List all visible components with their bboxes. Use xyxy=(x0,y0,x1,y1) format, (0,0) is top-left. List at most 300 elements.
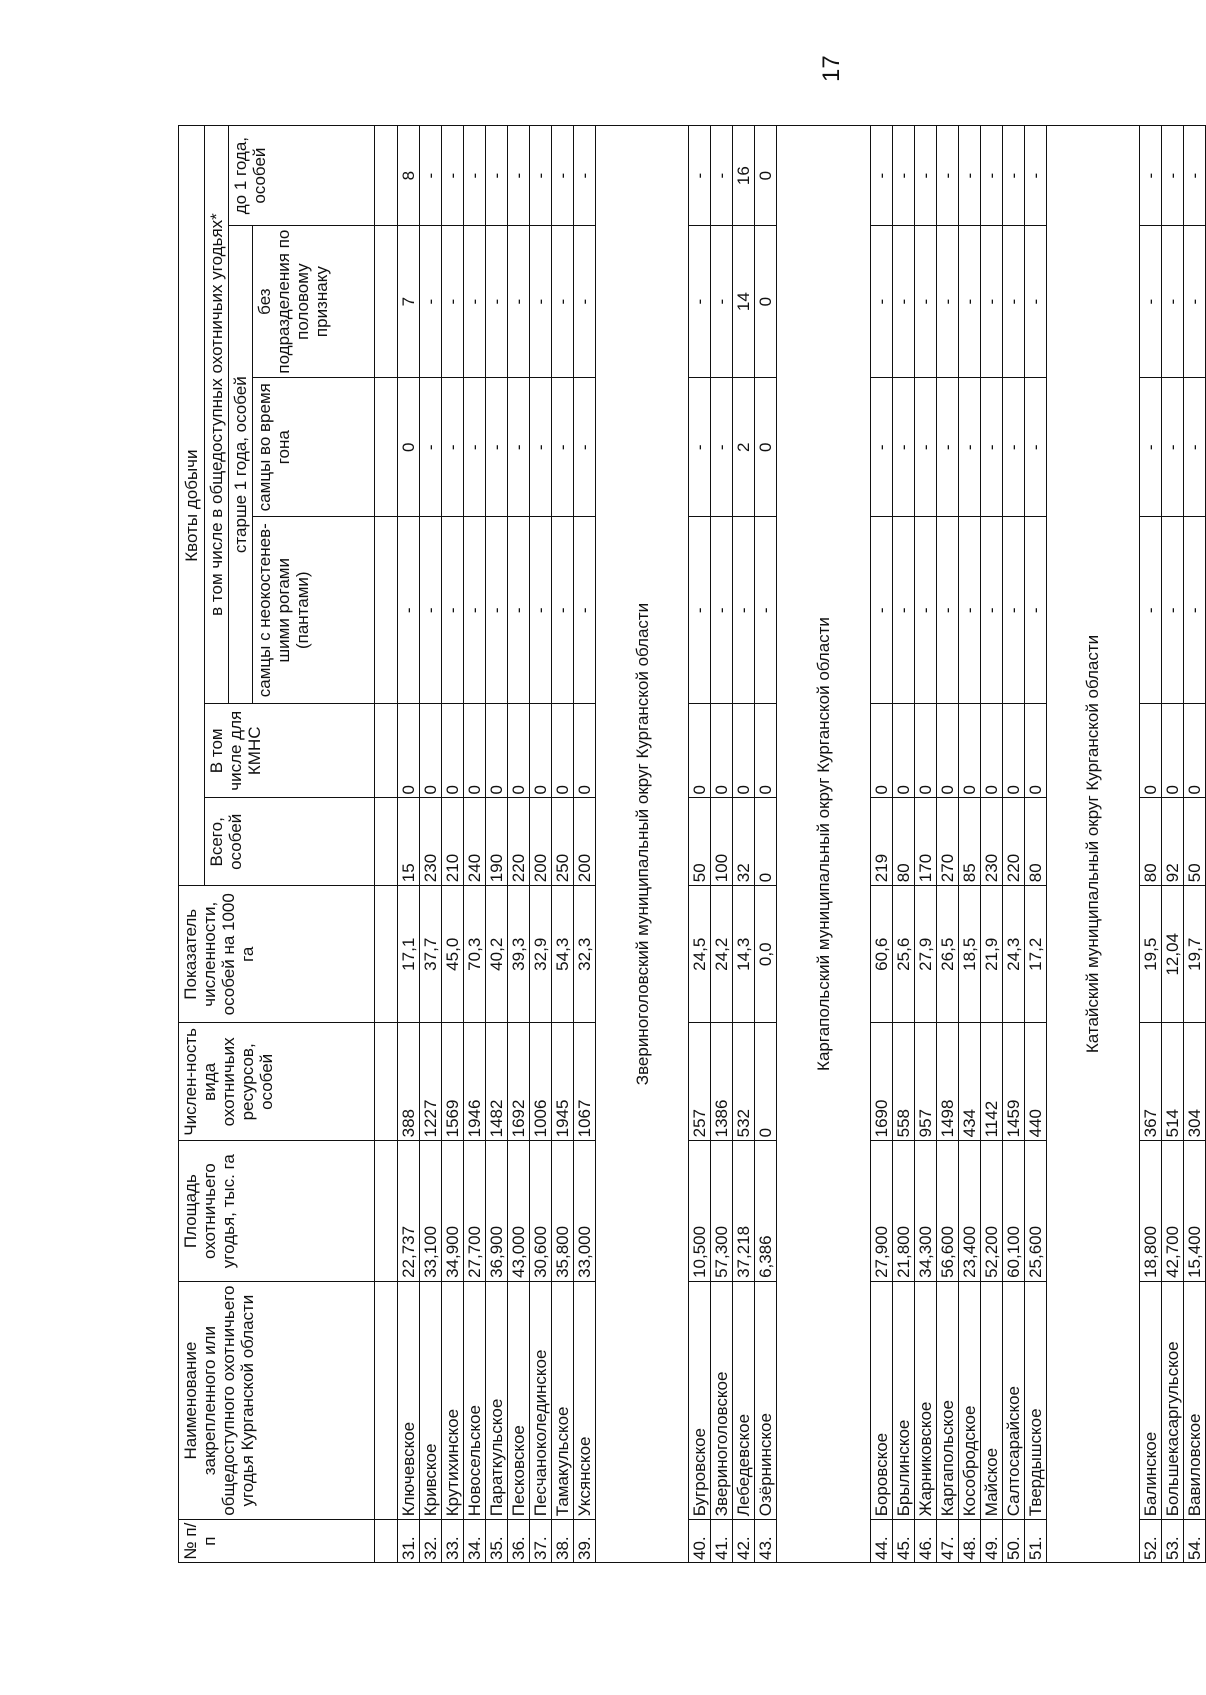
cell-kmns: 0 xyxy=(508,704,530,798)
cell-no-sex: - xyxy=(1024,226,1046,378)
cell-area: 52,200 xyxy=(980,1141,1002,1282)
cell-density: 0,0 xyxy=(755,886,777,1023)
cell-population: 1692 xyxy=(508,1023,530,1141)
table-header xyxy=(179,126,375,1563)
cell-under1: - xyxy=(936,126,958,226)
cell-num: 32. xyxy=(420,1520,442,1563)
cell-no-sex: - xyxy=(420,226,442,378)
cell-under1: 0 xyxy=(755,126,777,226)
page-number: 17 xyxy=(818,55,845,82)
cell-population: 1569 xyxy=(442,1023,464,1141)
cell-kmns: 0 xyxy=(711,704,733,798)
cell-area: 21,800 xyxy=(892,1141,914,1282)
cell-kmns: 0 xyxy=(464,704,486,798)
cell-num: 40. xyxy=(689,1520,711,1563)
cell-males-antlers: - xyxy=(1140,517,1162,704)
cell-density: 14,3 xyxy=(733,886,755,1023)
cell-total: 270 xyxy=(936,798,958,886)
cell-under1: - xyxy=(1024,126,1046,226)
cell-total: 200 xyxy=(574,798,596,886)
table-row xyxy=(1024,126,1046,1563)
cell-population: 1482 xyxy=(486,1023,508,1141)
cell-population: 304 xyxy=(1184,1023,1206,1141)
cell-name: Боровское xyxy=(870,1281,892,1519)
cell-num: 43. xyxy=(755,1520,777,1563)
cell-males-antlers: - xyxy=(420,517,442,704)
cell-kmns: 0 xyxy=(1184,704,1206,798)
cell-no-sex: - xyxy=(711,226,733,378)
table-row xyxy=(552,126,574,1563)
cell-num: 37. xyxy=(530,1520,552,1563)
cell-total: 230 xyxy=(420,798,442,886)
cell-population: 1067 xyxy=(574,1023,596,1141)
header-kmns: В том числе для КМНС xyxy=(205,704,375,798)
cell-density: 32,3 xyxy=(574,886,596,1023)
cell-kmns: 0 xyxy=(689,704,711,798)
cell-num: 36. xyxy=(508,1520,530,1563)
table-row xyxy=(486,126,508,1563)
cell-population: 434 xyxy=(958,1023,980,1141)
table-row xyxy=(1184,126,1206,1563)
cell-name: Кособродское xyxy=(958,1281,980,1519)
cell-density: 25,6 xyxy=(892,886,914,1023)
cell-density: 40,2 xyxy=(486,886,508,1023)
cell-name: Салтосарайское xyxy=(1002,1281,1024,1519)
cell-density: 39,3 xyxy=(508,886,530,1023)
quota-table xyxy=(178,125,1206,1563)
cell-num: 52. xyxy=(1140,1520,1162,1563)
cell-males-antlers: - xyxy=(689,517,711,704)
table-row xyxy=(420,126,442,1563)
cell-density: 21,9 xyxy=(980,886,1002,1023)
cell-area: 23,400 xyxy=(958,1141,980,1282)
district-row xyxy=(777,126,870,1563)
cell-total: 80 xyxy=(892,798,914,886)
cell-kmns: 0 xyxy=(892,704,914,798)
cell-population: 0 xyxy=(755,1023,777,1141)
cell-males-antlers: - xyxy=(1002,517,1024,704)
cell-num: 41. xyxy=(711,1520,733,1563)
table-body xyxy=(375,126,1206,1563)
cell-total: 220 xyxy=(508,798,530,886)
cell-males-antlers: - xyxy=(711,517,733,704)
cell-no-sex: - xyxy=(464,226,486,378)
cell-no-sex: 7 xyxy=(398,226,420,378)
cell-area: 18,800 xyxy=(1140,1141,1162,1282)
cell-kmns: 0 xyxy=(980,704,1002,798)
cell-area: 36,900 xyxy=(486,1141,508,1282)
cell-name: Балинское xyxy=(1140,1281,1162,1519)
cell-population: 532 xyxy=(733,1023,755,1141)
cell-no-sex: - xyxy=(980,226,1002,378)
cell-area: 34,300 xyxy=(914,1141,936,1282)
cell-no-sex: - xyxy=(508,226,530,378)
cell-under1: - xyxy=(1162,126,1184,226)
cell-population: 1006 xyxy=(530,1023,552,1141)
cell-under1: - xyxy=(689,126,711,226)
table-row xyxy=(892,126,914,1563)
header-density: Показатель численности, особей на 1000 га xyxy=(179,886,375,1023)
cell-area: 10,500 xyxy=(689,1141,711,1282)
cell-total: 100 xyxy=(711,798,733,886)
cell-males-rut: - xyxy=(914,378,936,517)
cell-num: 38. xyxy=(552,1520,574,1563)
cell-population: 1459 xyxy=(1002,1023,1024,1141)
table-row xyxy=(398,126,420,1563)
header-spacer-row xyxy=(375,126,398,1563)
district-row xyxy=(596,126,689,1563)
cell-kmns: 0 xyxy=(958,704,980,798)
cell-males-antlers: - xyxy=(464,517,486,704)
cell-area: 37,218 xyxy=(733,1141,755,1282)
header-area: Площадь охотничьего угодья, тыс. га xyxy=(179,1141,375,1282)
cell-males-rut: - xyxy=(892,378,914,517)
cell-no-sex: - xyxy=(870,226,892,378)
cell-total: 50 xyxy=(689,798,711,886)
cell-area: 33,000 xyxy=(574,1141,596,1282)
cell-under1: - xyxy=(442,126,464,226)
cell-total: 250 xyxy=(552,798,574,886)
cell-no-sex: - xyxy=(442,226,464,378)
cell-name: Майское xyxy=(980,1281,1002,1519)
cell-total: 210 xyxy=(442,798,464,886)
cell-name: Брылинское xyxy=(892,1281,914,1519)
header-total: Всего, особей xyxy=(205,798,375,886)
cell-no-sex: - xyxy=(689,226,711,378)
cell-population: 514 xyxy=(1162,1023,1184,1141)
cell-num: 50. xyxy=(1002,1520,1024,1563)
cell-kmns: 0 xyxy=(1002,704,1024,798)
cell-under1: - xyxy=(958,126,980,226)
cell-males-rut: - xyxy=(958,378,980,517)
cell-males-antlers: - xyxy=(870,517,892,704)
cell-population: 1227 xyxy=(420,1023,442,1141)
cell-no-sex: 0 xyxy=(755,226,777,378)
header-quota-group: Квоты добычи xyxy=(179,126,205,886)
cell-males-rut: - xyxy=(711,378,733,517)
cell-no-sex: - xyxy=(530,226,552,378)
cell-name: Кривское xyxy=(420,1281,442,1519)
cell-kmns: 0 xyxy=(574,704,596,798)
cell-name: Песковское xyxy=(508,1281,530,1519)
cell-kmns: 0 xyxy=(398,704,420,798)
district-title: Каргапольский муниципальный округ Курганской области xyxy=(777,126,870,1563)
cell-males-antlers: - xyxy=(755,517,777,704)
cell-name: Вавиловское xyxy=(1184,1281,1206,1519)
cell-males-antlers: - xyxy=(398,517,420,704)
cell-total: 85 xyxy=(958,798,980,886)
cell-population: 257 xyxy=(689,1023,711,1141)
header-population: Числен-ность вида охотничьих ресурсов, особей xyxy=(179,1023,375,1141)
cell-population: 1142 xyxy=(980,1023,1002,1141)
cell-no-sex: - xyxy=(486,226,508,378)
cell-density: 24,3 xyxy=(1002,886,1024,1023)
cell-name: Большекасаргульское xyxy=(1162,1281,1184,1519)
cell-under1: - xyxy=(420,126,442,226)
cell-males-rut: - xyxy=(1184,378,1206,517)
cell-num: 42. xyxy=(733,1520,755,1563)
cell-num: 33. xyxy=(442,1520,464,1563)
cell-area: 60,100 xyxy=(1002,1141,1024,1282)
cell-kmns: 0 xyxy=(733,704,755,798)
cell-population: 1498 xyxy=(936,1023,958,1141)
table-row xyxy=(914,126,936,1563)
cell-area: 25,600 xyxy=(1024,1141,1046,1282)
cell-kmns: 0 xyxy=(914,704,936,798)
cell-total: 80 xyxy=(1140,798,1162,886)
district-row xyxy=(1046,126,1139,1563)
cell-no-sex: - xyxy=(936,226,958,378)
cell-total: 230 xyxy=(980,798,1002,886)
cell-males-rut: - xyxy=(980,378,1002,517)
cell-population: 367 xyxy=(1140,1023,1162,1141)
cell-total: 240 xyxy=(464,798,486,886)
district-title: Звериноголовский муниципальный округ Курганской области xyxy=(596,126,689,1563)
table-row xyxy=(958,126,980,1563)
cell-under1: - xyxy=(1140,126,1162,226)
table-row xyxy=(980,126,1002,1563)
header-public-group: в том числе в общедоступных охотничьих угодьях* xyxy=(205,126,229,704)
cell-name: Твердышское xyxy=(1024,1281,1046,1519)
header-no-sex: без подразделения по половому признаку xyxy=(253,226,375,378)
cell-density: 32,9 xyxy=(530,886,552,1023)
cell-area: 43,000 xyxy=(508,1141,530,1282)
cell-under1: 16 xyxy=(733,126,755,226)
cell-area: 34,900 xyxy=(442,1141,464,1282)
cell-name: Ключевское xyxy=(398,1281,420,1519)
cell-density: 54,3 xyxy=(552,886,574,1023)
cell-under1: - xyxy=(1002,126,1024,226)
cell-name: Крутихинское xyxy=(442,1281,464,1519)
cell-no-sex: - xyxy=(958,226,980,378)
cell-males-rut: - xyxy=(530,378,552,517)
cell-under1: - xyxy=(980,126,1002,226)
table-row xyxy=(711,126,733,1563)
cell-density: 26,5 xyxy=(936,886,958,1023)
cell-total: 0 xyxy=(755,798,777,886)
cell-total: 92 xyxy=(1162,798,1184,886)
cell-total: 50 xyxy=(1184,798,1206,886)
cell-under1: - xyxy=(552,126,574,226)
cell-males-rut: 2 xyxy=(733,378,755,517)
cell-area: 33,100 xyxy=(420,1141,442,1282)
cell-num: 47. xyxy=(936,1520,958,1563)
cell-density: 70,3 xyxy=(464,886,486,1023)
cell-males-antlers: - xyxy=(1024,517,1046,704)
header-older-group: старше 1 года, особей xyxy=(229,226,253,704)
cell-males-antlers: - xyxy=(936,517,958,704)
cell-no-sex: - xyxy=(1002,226,1024,378)
cell-num: 39. xyxy=(574,1520,596,1563)
cell-density: 60,6 xyxy=(870,886,892,1023)
cell-name: Песчаноколединское xyxy=(530,1281,552,1519)
cell-density: 24,2 xyxy=(711,886,733,1023)
cell-under1: - xyxy=(574,126,596,226)
cell-name: Лебедевское xyxy=(733,1281,755,1519)
header-under1: до 1 года, особей xyxy=(229,126,375,226)
cell-num: 46. xyxy=(914,1520,936,1563)
cell-area: 22,737 xyxy=(398,1141,420,1282)
cell-under1: 8 xyxy=(398,126,420,226)
cell-area: 27,700 xyxy=(464,1141,486,1282)
table-row xyxy=(689,126,711,1563)
cell-total: 80 xyxy=(1024,798,1046,886)
table-row xyxy=(442,126,464,1563)
cell-name: Тамакульское xyxy=(552,1281,574,1519)
table-row xyxy=(870,126,892,1563)
cell-population: 1690 xyxy=(870,1023,892,1141)
cell-males-rut: 0 xyxy=(398,378,420,517)
cell-name: Новосельское xyxy=(464,1281,486,1519)
cell-density: 45,0 xyxy=(442,886,464,1023)
cell-males-rut: - xyxy=(1140,378,1162,517)
cell-name: Озёрнинское xyxy=(755,1281,777,1519)
cell-kmns: 0 xyxy=(486,704,508,798)
cell-males-rut: - xyxy=(1002,378,1024,517)
cell-num: 51. xyxy=(1024,1520,1046,1563)
cell-no-sex: - xyxy=(1162,226,1184,378)
cell-under1: - xyxy=(711,126,733,226)
cell-density: 24,5 xyxy=(689,886,711,1023)
cell-males-antlers: - xyxy=(486,517,508,704)
cell-density: 12,04 xyxy=(1162,886,1184,1023)
table-row xyxy=(755,126,777,1563)
cell-males-antlers: - xyxy=(1162,517,1184,704)
cell-density: 17,2 xyxy=(1024,886,1046,1023)
cell-males-rut: - xyxy=(574,378,596,517)
cell-name: Бугровское xyxy=(689,1281,711,1519)
cell-males-rut: - xyxy=(1024,378,1046,517)
cell-males-antlers: - xyxy=(574,517,596,704)
cell-under1: - xyxy=(508,126,530,226)
cell-area: 57,300 xyxy=(711,1141,733,1282)
table-row xyxy=(464,126,486,1563)
cell-males-rut: - xyxy=(936,378,958,517)
cell-males-rut: - xyxy=(1162,378,1184,517)
cell-num: 31. xyxy=(398,1520,420,1563)
table-row xyxy=(530,126,552,1563)
header-name: Наименование закрепленного или общедоступного охотничьего угодья Курганской области xyxy=(179,1281,375,1519)
cell-num: 44. xyxy=(870,1520,892,1563)
table-row xyxy=(733,126,755,1563)
cell-males-antlers: - xyxy=(442,517,464,704)
cell-name: Уксянское xyxy=(574,1281,596,1519)
cell-kmns: 0 xyxy=(1162,704,1184,798)
cell-total: 220 xyxy=(1002,798,1024,886)
cell-no-sex: - xyxy=(574,226,596,378)
cell-males-antlers: - xyxy=(914,517,936,704)
cell-males-antlers: - xyxy=(892,517,914,704)
table-row xyxy=(508,126,530,1563)
cell-no-sex: - xyxy=(914,226,936,378)
cell-no-sex: - xyxy=(892,226,914,378)
cell-males-antlers: - xyxy=(1184,517,1206,704)
header-males-rut: самцы во время гона xyxy=(253,378,375,517)
cell-area: 15,400 xyxy=(1184,1141,1206,1282)
cell-density: 18,5 xyxy=(958,886,980,1023)
table-row xyxy=(1140,126,1162,1563)
cell-area: 6,386 xyxy=(755,1141,777,1282)
rotated-page xyxy=(178,125,1206,1563)
cell-population: 1386 xyxy=(711,1023,733,1141)
cell-males-rut: - xyxy=(420,378,442,517)
cell-under1: - xyxy=(892,126,914,226)
cell-total: 15 xyxy=(398,798,420,886)
cell-num: 35. xyxy=(486,1520,508,1563)
cell-males-rut: - xyxy=(689,378,711,517)
cell-males-antlers: - xyxy=(733,517,755,704)
cell-population: 957 xyxy=(914,1023,936,1141)
cell-area: 56,600 xyxy=(936,1141,958,1282)
cell-num: 54. xyxy=(1184,1520,1206,1563)
cell-males-antlers: - xyxy=(530,517,552,704)
cell-population: 388 xyxy=(398,1023,420,1141)
cell-total: 170 xyxy=(914,798,936,886)
cell-density: 19,5 xyxy=(1140,886,1162,1023)
cell-kmns: 0 xyxy=(870,704,892,798)
cell-under1: - xyxy=(530,126,552,226)
cell-total: 219 xyxy=(870,798,892,886)
cell-num: 49. xyxy=(980,1520,1002,1563)
cell-density: 19,7 xyxy=(1184,886,1206,1023)
cell-males-antlers: - xyxy=(552,517,574,704)
cell-area: 42,700 xyxy=(1162,1141,1184,1282)
cell-density: 37,7 xyxy=(420,886,442,1023)
cell-area: 30,600 xyxy=(530,1141,552,1282)
cell-kmns: 0 xyxy=(755,704,777,798)
cell-area: 35,800 xyxy=(552,1141,574,1282)
table-row xyxy=(574,126,596,1563)
cell-total: 32 xyxy=(733,798,755,886)
district-title: Катайский муниципальный округ Курганской области xyxy=(1046,126,1139,1563)
cell-population: 558 xyxy=(892,1023,914,1141)
cell-males-rut: - xyxy=(464,378,486,517)
cell-kmns: 0 xyxy=(1140,704,1162,798)
cell-num: 34. xyxy=(464,1520,486,1563)
cell-kmns: 0 xyxy=(552,704,574,798)
cell-density: 27,9 xyxy=(914,886,936,1023)
cell-under1: - xyxy=(464,126,486,226)
table-row xyxy=(936,126,958,1563)
cell-no-sex: - xyxy=(1184,226,1206,378)
cell-kmns: 0 xyxy=(420,704,442,798)
cell-num: 48. xyxy=(958,1520,980,1563)
cell-kmns: 0 xyxy=(936,704,958,798)
cell-name: Звериноголовское xyxy=(711,1281,733,1519)
cell-name: Параткульское xyxy=(486,1281,508,1519)
cell-under1: - xyxy=(486,126,508,226)
cell-total: 190 xyxy=(486,798,508,886)
cell-total: 200 xyxy=(530,798,552,886)
cell-males-antlers: - xyxy=(958,517,980,704)
cell-population: 1946 xyxy=(464,1023,486,1141)
cell-under1: - xyxy=(870,126,892,226)
header-males-antlers: самцы с неокостенев-шими рогами (пантами) xyxy=(253,517,375,704)
cell-males-rut: - xyxy=(486,378,508,517)
cell-kmns: 0 xyxy=(530,704,552,798)
table-row xyxy=(1162,126,1184,1563)
cell-population: 440 xyxy=(1024,1023,1046,1141)
cell-no-sex: 14 xyxy=(733,226,755,378)
cell-no-sex: - xyxy=(552,226,574,378)
cell-no-sex: - xyxy=(1140,226,1162,378)
cell-under1: - xyxy=(1184,126,1206,226)
cell-males-rut: - xyxy=(870,378,892,517)
cell-population: 1945 xyxy=(552,1023,574,1141)
cell-males-rut: - xyxy=(442,378,464,517)
cell-under1: - xyxy=(914,126,936,226)
cell-name: Каргапольское xyxy=(936,1281,958,1519)
